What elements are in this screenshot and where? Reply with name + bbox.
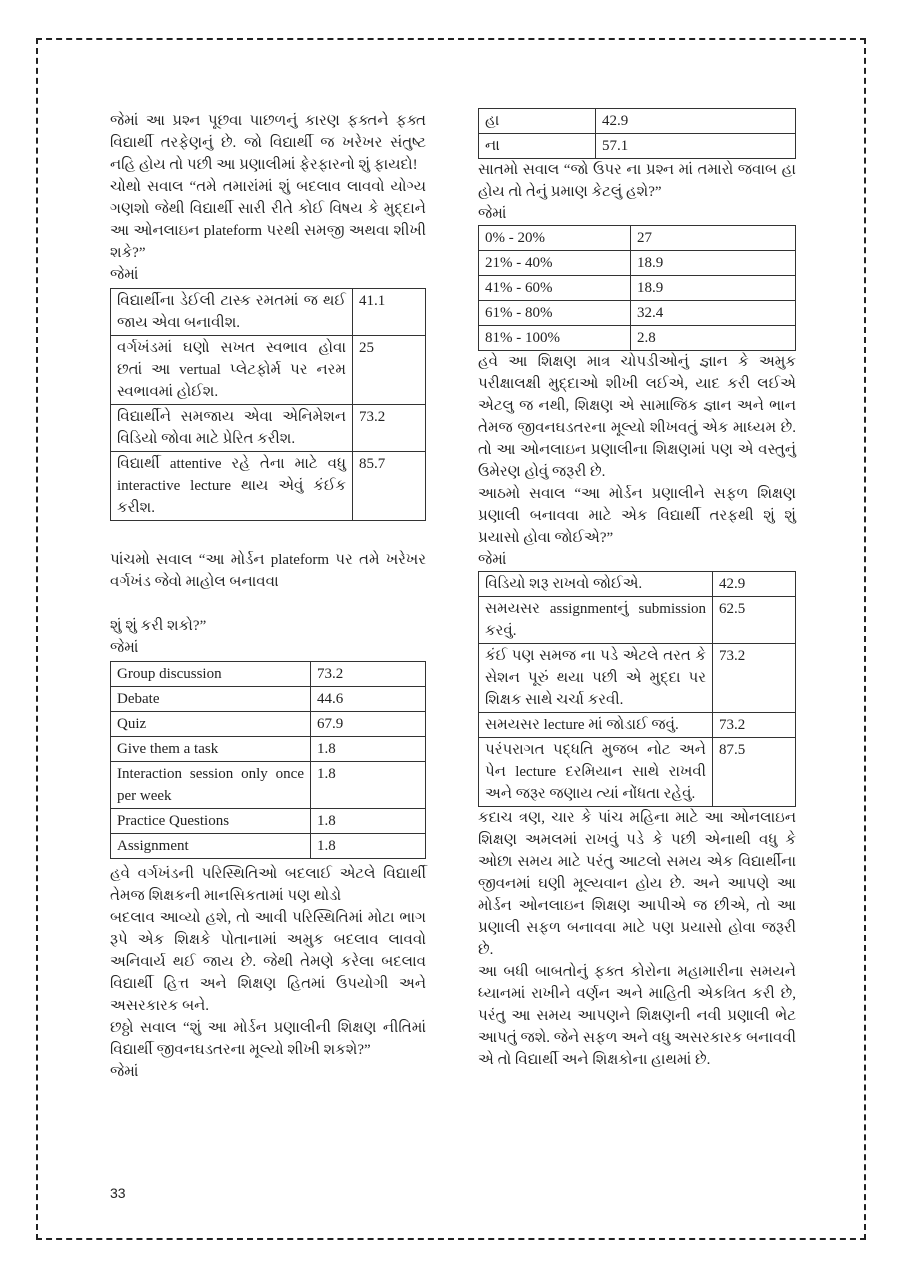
paragraph: હવે વર્ગખંડની પરિસ્થિતિઓ બદલાઈ એટલે વિદ્યાર્થી તેમજ શિક્ષકની માનસિકતામાં પણ થોડો (110, 866, 426, 904)
cell-value: 1.8 (311, 737, 426, 762)
table-row (479, 644, 796, 713)
cell-value: 73.2 (713, 713, 796, 738)
question-6: છઠ્ઠો સવાલ “શું આ મોર્ડન પ્રણાલીની શિક્ષણ નીતિમાં વિદ્યાર્થી જીવનઘડતરના મૂલ્યો શીખી શકશે?” (110, 1020, 426, 1058)
cell-label: સમયસર lecture માં જોડાઈ જવું. (479, 713, 713, 738)
cell-value: 73.2 (311, 662, 426, 687)
cell-value: 41.1 (353, 289, 426, 336)
cell-label: વિદ્યાર્થી attentive રહે તેના માટે વધુ interactive lecture થાય એવું કંઈક કરીશ. (111, 452, 353, 521)
label-jema: જેમાં (110, 640, 139, 656)
cell-label: Assignment (111, 834, 311, 859)
cell-value: 1.8 (311, 809, 426, 834)
table-row (111, 687, 426, 712)
paragraph: બદલાવ આવ્યો હશે, તો આવી પરિસ્થિતિમાં મોટા ભાગ રૂપે એક શિક્ષકે પોતાનામાં અમુક બદલાવ લાવવો અનિવાર્ય થઈ જાય છે. જેથી તેમણે કરેલા બદલાવ વિદ્યાર્થી હિત્ત અને શિક્ષણ હિતમાં ઉપયોગી અને અસરકારક બને. (110, 910, 426, 1014)
table-row (479, 713, 796, 738)
question-4: ચોથો સવાલ “તમે તમારાંમાં શું બદલાવ લાવવો યોગ્ય ગણશો જેથી વિદ્યાર્થી સારી રીતે કોઈ વિષય કે મુદ્દાને આ ઓનલાઇન plateform પરથી સમજી અથવા શીખી શકે?” (110, 179, 426, 261)
cell-label: 61% - 80% (479, 301, 631, 326)
cell-value: 1.8 (311, 834, 426, 859)
cell-value: 42.9 (713, 572, 796, 597)
table-row (479, 134, 796, 159)
table-row (111, 809, 426, 834)
cell-label: Practice Questions (111, 809, 311, 834)
table-row (479, 109, 796, 134)
table-q6 (478, 108, 796, 159)
paragraph: કદાચ ત્રણ, ચાર કે પાંચ મહિના માટે આ ઓનલાઇન શિક્ષણ અમલમાં રાખવું પડે કે પછી એનાથી વધુ કે ઓછા સમય માટે પરંતુ આટલો સમય એક વિદ્યાર્થીના જીવનમાં ઘણી મૂલ્યવાન હોય છે. અને આપણે આ મોર્ડન ઓનલાઇન શિક્ષણ આપીએ જ છીએ, તો આ પ્રણાલી સફળ બનાવવા માટે પણ પ્રયાસો હોવા જરૂરી છે. (478, 810, 796, 958)
table-row (479, 572, 796, 597)
table-row (479, 738, 796, 807)
left-column (110, 110, 426, 1083)
table-row (111, 662, 426, 687)
right-column (478, 108, 796, 1071)
cell-label: વિદ્યાર્થીને સમજાય એવા એનિમેશન વિડિયો જોવા માટે પ્રેરિત કરીશ. (111, 405, 353, 452)
cell-label: કંઈ પણ સમજ ના પડે એટલે તરત કે સેશન પૂરું થયા પછી એ મુદ્દા પર શિક્ષક સાથે ચર્ચા કરવી. (479, 644, 713, 713)
question-8: આઠમો સવાલ “આ મોર્ડન પ્રણાલીને સફળ શિક્ષણ પ્રણાલી બનાવવા માટે એક વિદ્યાર્થી તરફથી શું શું પ્રયાસો હોવા જોઈએ?” (478, 486, 796, 546)
cell-value: 73.2 (713, 644, 796, 713)
table-row (111, 762, 426, 809)
cell-label: વિદ્યાર્થીના ડેઈલી ટાસ્ક રમતમાં જ થઈ જાય એવા બનાવીશ. (111, 289, 353, 336)
cell-value: 18.9 (631, 276, 796, 301)
table-row (111, 737, 426, 762)
table-q4 (110, 288, 426, 521)
paragraph: જેમાં આ પ્રશ્ન પૂછવા પાછળનું કારણ ફક્તને ફક્ત વિદ્યાર્થી તરફેણનું છે. જો વિદ્યાર્થી જ ખરેખર સંતુષ્ટ નહિ હોય તો પછી આ પ્રણાલીમાં ફેરફારનો શું ફાયદો! (110, 113, 426, 173)
cell-label: 41% - 60% (479, 276, 631, 301)
cell-label: Quiz (111, 712, 311, 737)
cell-value: 1.8 (311, 762, 426, 809)
cell-value: 73.2 (353, 405, 426, 452)
table-row (479, 276, 796, 301)
cell-value: 85.7 (353, 452, 426, 521)
cell-value: 25 (353, 336, 426, 405)
table-row (479, 597, 796, 644)
table-q5 (110, 661, 426, 859)
question-7: સાતમો સવાલ “જો ઉપર ના પ્રશ્ન માં તમારો જવાબ હા હોય તો તેનું પ્રમાણ કેટલું હશે?” (478, 162, 796, 200)
cell-label: Debate (111, 687, 311, 712)
page-number: 33 (110, 1185, 126, 1201)
table-row (111, 712, 426, 737)
cell-value: 67.9 (311, 712, 426, 737)
cell-value: 42.9 (596, 109, 796, 134)
table-q7 (478, 225, 796, 351)
cell-label: Interaction session only once per week (111, 762, 311, 809)
cell-label: 81% - 100% (479, 326, 631, 351)
cell-label: Give them a task (111, 737, 311, 762)
cell-value: 2.8 (631, 326, 796, 351)
cell-label: 0% - 20% (479, 226, 631, 251)
paragraph: હવે આ શિક્ષણ માત્ર ચોપડીઓનું જ્ઞાન કે અમુક પરીક્ષાલક્ષી મુદ્દાઓ શીખી લઈએ, યાદ કરી લઈએ એટલુ જ નથી, શિક્ષણ એ સામાજિક જ્ઞાન અને ભાન તેમજ જીવનઘડતરના મૂલ્યો શીખવતું એક માધ્યમ છે. તો આ ઓનલાઇન પ્રણાલીના શિક્ષણમાં પણ એ વસ્તુનું ઉમેરણ હોવું જરૂરી છે. (478, 354, 796, 480)
cell-label: Group discussion (111, 662, 311, 687)
table-row (479, 326, 796, 351)
cell-label: હા (479, 109, 596, 134)
cell-label: ના (479, 134, 596, 159)
cell-value: 27 (631, 226, 796, 251)
table-q8 (478, 571, 796, 807)
table-row (479, 226, 796, 251)
question-5: પાંચમો સવાલ “આ મોર્ડન plateform પર તમે ખરેખર વર્ગખંડ જેવો માહોલ બનાવવા (110, 552, 426, 590)
label-jema: જેમાં (478, 206, 507, 222)
label-jema: જેમાં (478, 552, 507, 568)
cell-value: 44.6 (311, 687, 426, 712)
cell-label: વિડિયો શરૂ રાખવો જોઈએ. (479, 572, 713, 597)
cell-label: સમયસર assignmentનું submission કરવું. (479, 597, 713, 644)
table-row (111, 834, 426, 859)
table-row (479, 251, 796, 276)
cell-label: પરંપરાગત પદ્ધતિ મુજબ નોટ અને પેન lecture દરમિયાન સાથે રાખવી અને જરૂર જણાય ત્યાં નોંધતા રહેવું. (479, 738, 713, 807)
label-jema: જેમાં (110, 1064, 139, 1080)
cell-value: 18.9 (631, 251, 796, 276)
cell-value: 32.4 (631, 301, 796, 326)
cell-value: 62.5 (713, 597, 796, 644)
table-row (479, 301, 796, 326)
table-row (111, 405, 426, 452)
table-row (111, 289, 426, 336)
table-row (111, 336, 426, 405)
cell-label: 21% - 40% (479, 251, 631, 276)
cell-value: 87.5 (713, 738, 796, 807)
label-jema: જેમાં (110, 267, 139, 283)
cell-label: વર્ગખંડમાં ઘણો સખત સ્વભાવ હોવા છતાં આ vertual પ્લેટફોર્મ પર નરમ સ્વભાવમાં હોઈશ. (111, 336, 353, 405)
cell-value: 57.1 (596, 134, 796, 159)
table-row (111, 452, 426, 521)
question-5-cont: શું શું કરી શકો?” (110, 618, 207, 634)
paragraph: આ બધી બાબતોનું ફક્ત કોરોના મહામારીના સમયને ધ્યાનમાં રાખીને વર્ણન અને માહિતી એકત્રિત કરી છે, પરંતુ આ સમય આપણને શિક્ષણની નવી પ્રણાલી ભેટ આપતું જશે. જેને સફળ અને વધુ અસરકારક બનાવવી એ તો વિદ્યાર્થી અને શિક્ષકોના હાથમાં છે. (478, 964, 797, 1068)
